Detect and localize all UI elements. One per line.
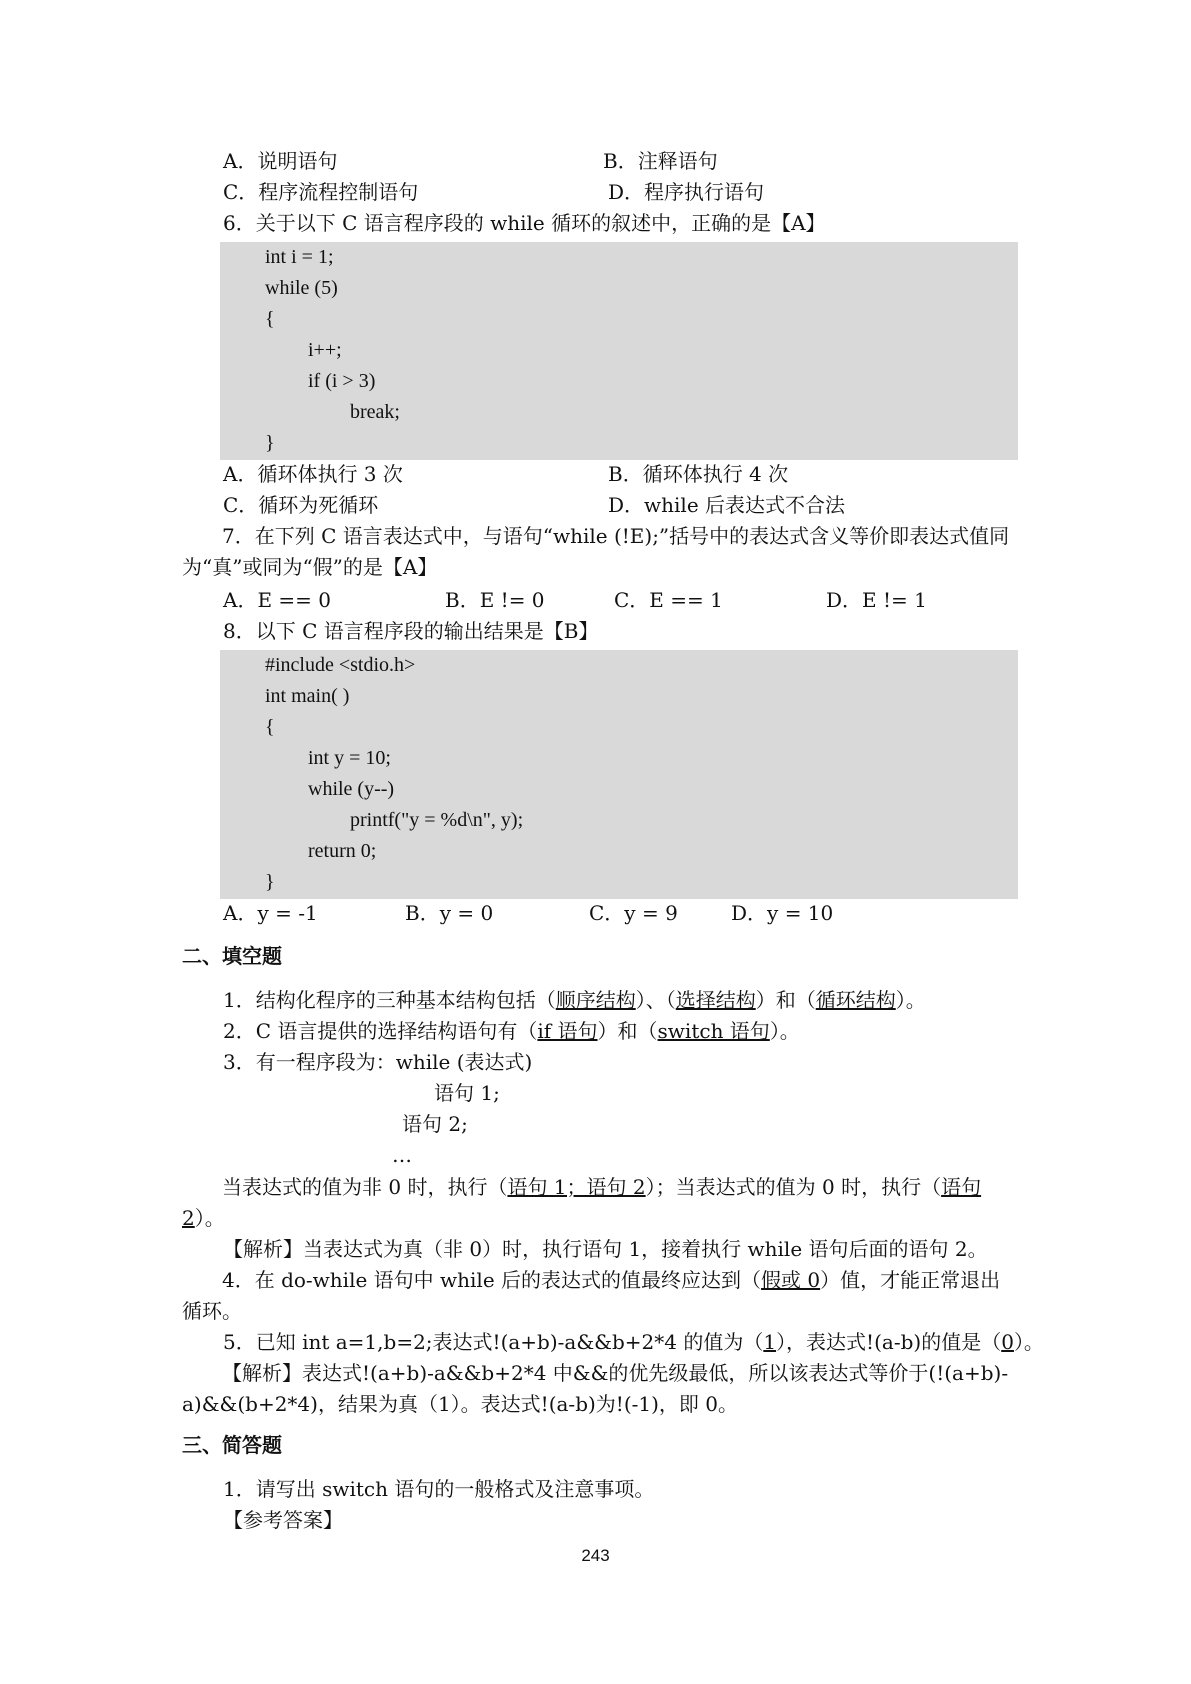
code-line: } bbox=[265, 871, 275, 893]
fill-q4 bbox=[182, 1265, 1018, 1327]
answer: 循环结构 bbox=[815, 988, 896, 1012]
answer: 选择结构 bbox=[675, 988, 756, 1012]
text: ）。 bbox=[194, 1206, 225, 1230]
text: ）；当表达式的值为 0 时，执行（ bbox=[645, 1175, 942, 1199]
q8-option-a: A．y = -1 bbox=[223, 901, 318, 925]
text: ）值，才能正常退出循环。 bbox=[182, 1268, 1001, 1323]
code-line: break; bbox=[350, 401, 400, 423]
text: 当表达式的值为非 0 时，执行（ bbox=[222, 1175, 508, 1199]
q6-option-c: C．循环为死循环 bbox=[223, 493, 379, 517]
q6-option-b: B．循环体执行 4 次 bbox=[608, 462, 789, 486]
q7-option-b: B．E != 0 bbox=[445, 588, 545, 612]
q6-code-block bbox=[220, 242, 1018, 460]
fill-q5 bbox=[223, 1327, 1044, 1358]
q8-code-block bbox=[220, 650, 1018, 899]
code-line: { bbox=[265, 308, 275, 330]
q5-option-c: C．程序流程控制语句 bbox=[223, 180, 419, 204]
text: ）。 bbox=[769, 1019, 800, 1043]
q8-option-c: C．y = 9 bbox=[589, 901, 678, 925]
q5-option-d: D．程序执行语句 bbox=[608, 180, 765, 204]
text: ）。 bbox=[895, 988, 926, 1012]
section-heading-fill-blank: 二、填空题 bbox=[182, 944, 282, 968]
text: ）。 bbox=[1013, 1330, 1044, 1354]
code-line: { bbox=[265, 716, 275, 738]
q7-stem: 7．在下列 C 语言表达式中，与语句“while (!E);”括号中的表达式含义等价即表达式值同为“真”或同为“假”的是【A】 bbox=[182, 524, 1010, 579]
answer: 顺序结构 bbox=[555, 988, 636, 1012]
text: ）和（ bbox=[755, 988, 816, 1012]
fill-q3-stem: 3．有一程序段为：while (表达式) bbox=[223, 1050, 533, 1074]
q8-option-b: B．y = 0 bbox=[405, 901, 494, 925]
q7-option-c: C．E == 1 bbox=[614, 588, 723, 612]
code-line: printf("y = %d\n", y); bbox=[350, 809, 524, 831]
short-q1: 1．请写出 switch 语句的一般格式及注意事项。 bbox=[223, 1477, 655, 1501]
text: 2．C 语言提供的选择结构语句有（ bbox=[223, 1019, 538, 1043]
answer: 假或 0 bbox=[761, 1268, 821, 1292]
fill-q3-line: 语句 2; bbox=[402, 1112, 468, 1136]
answer: if 语句 bbox=[537, 1019, 598, 1043]
fill-q1 bbox=[223, 985, 926, 1016]
answer: switch 语句 bbox=[657, 1019, 770, 1043]
text: 5．已知 int a=1,b=2;表达式!(a+b)-a&&b+2*4 的值为（ bbox=[223, 1330, 764, 1354]
q6-stem: 6．关于以下 C 语言程序段的 while 循环的叙述中，正确的是【A】 bbox=[223, 211, 826, 235]
page-number: 243 bbox=[581, 1546, 610, 1565]
q5-option-b: B．注释语句 bbox=[603, 149, 718, 173]
code-line: } bbox=[265, 432, 275, 454]
fill-q3-paragraph bbox=[182, 1172, 1018, 1234]
text: 4．在 do-while 语句中 while 后的表达式的值最终应达到（ bbox=[222, 1268, 762, 1292]
q7-option-a: A．E == 0 bbox=[223, 588, 331, 612]
code-line: int y = 10; bbox=[308, 747, 391, 769]
answer: 1 bbox=[763, 1330, 777, 1354]
code-line: int main( ) bbox=[265, 685, 350, 707]
q6-option-a: A．循环体执行 3 次 bbox=[223, 462, 403, 486]
fill-q3-line: … bbox=[392, 1143, 412, 1167]
q7-option-d: D．E != 1 bbox=[826, 588, 927, 612]
code-line: int i = 1; bbox=[265, 246, 334, 268]
answer: 语句 1；语句 2 bbox=[507, 1175, 646, 1199]
q8-option-d: D．y = 10 bbox=[731, 901, 834, 925]
text: 1．结构化程序的三种基本结构包括（ bbox=[223, 988, 556, 1012]
code-line: i++; bbox=[308, 339, 342, 361]
fill-q5-analysis: 【解析】表达式!(a+b)-a&&b+2*4 中&&的优先级最低，所以该表达式等价于(!(a+b)-a)&&(b+2*4)，结果为真（1）。表达式!(a-b)为!(-1)，即 0。 bbox=[182, 1361, 1009, 1416]
code-line: return 0; bbox=[308, 840, 377, 862]
text: ）、（ bbox=[635, 988, 676, 1012]
code-line: #include <stdio.h> bbox=[265, 654, 416, 676]
text: ），表达式!(a-b)的值是（ bbox=[776, 1330, 1002, 1354]
fill-q3-analysis: 【解析】当表达式为真（非 0）时，执行语句 1，接着执行 while 语句后面的语句 2。 bbox=[223, 1237, 988, 1261]
code-line: if (i > 3) bbox=[308, 370, 376, 392]
q8-stem: 8．以下 C 语言程序段的输出结果是【B】 bbox=[223, 619, 599, 643]
q6-option-d: D．while 后表达式不合法 bbox=[608, 493, 846, 517]
fill-q3-line: 语句 1; bbox=[434, 1081, 500, 1105]
section-heading-short-answer: 三、简答题 bbox=[182, 1433, 282, 1457]
q5-option-a: A．说明语句 bbox=[223, 149, 338, 173]
text: ）和（ bbox=[597, 1019, 658, 1043]
code-line: while (5) bbox=[265, 277, 338, 299]
code-line: while (y--) bbox=[308, 778, 395, 800]
answer: 语句 2 bbox=[182, 1175, 982, 1230]
fill-q2 bbox=[223, 1016, 800, 1047]
reference-answer-label: 【参考答案】 bbox=[223, 1508, 343, 1532]
answer: 0 bbox=[1001, 1330, 1014, 1354]
